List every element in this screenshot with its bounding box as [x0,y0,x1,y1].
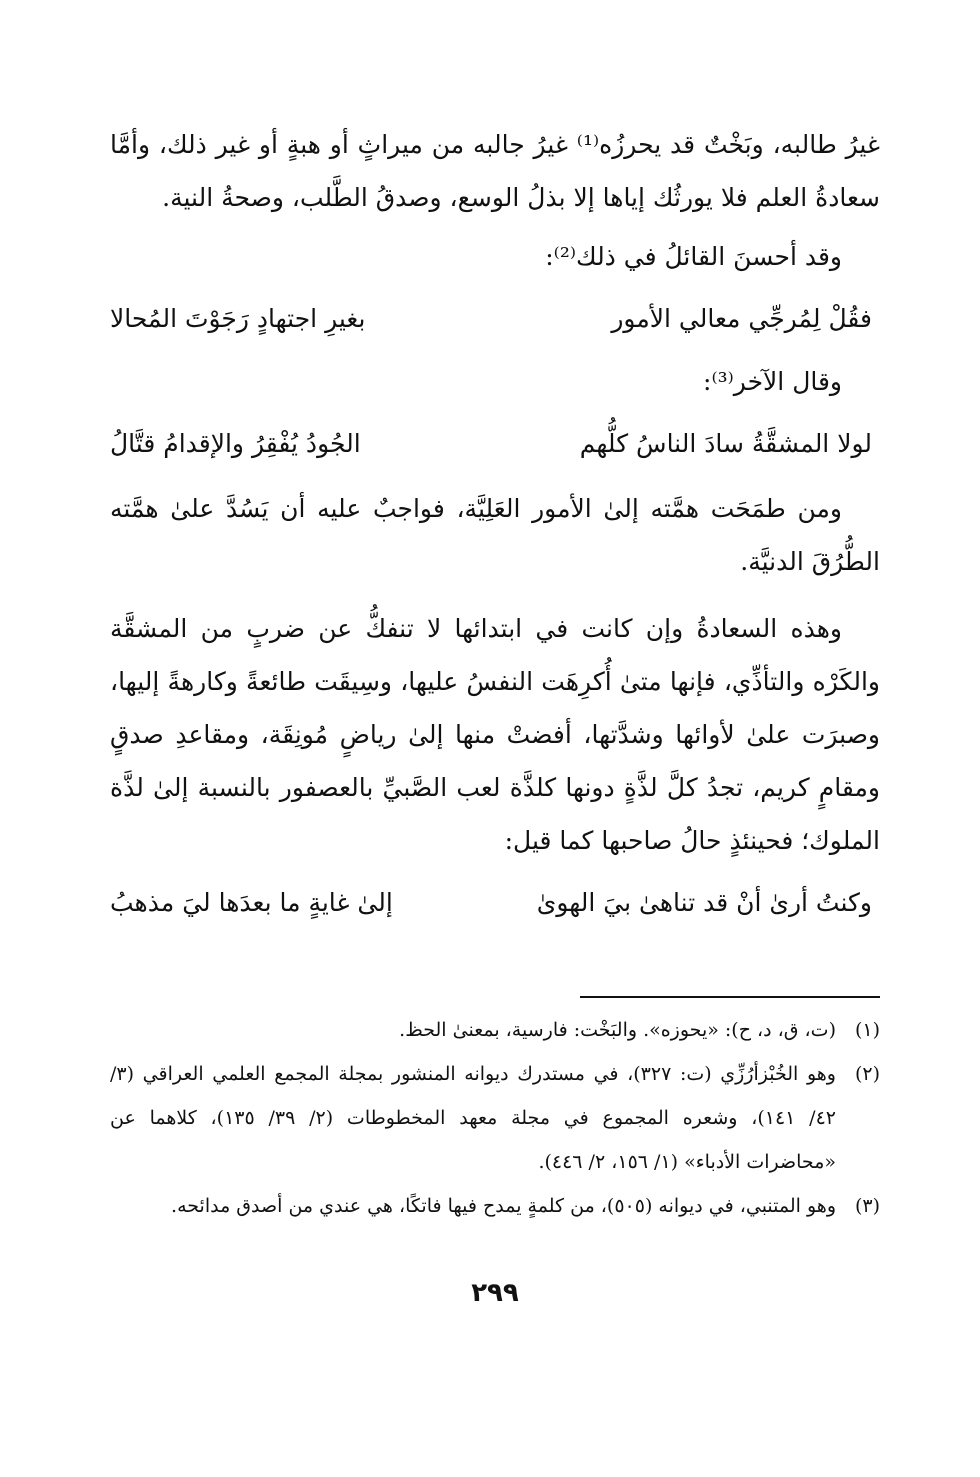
paragraph-2: وقد أحسنَ القائلُ في ذلك⁽²⁾: [545,242,842,271]
footnote-separator [580,996,880,998]
page-content [110,118,880,1308]
page-number: ٢٩٩ [471,1278,519,1308]
verse-3 [110,871,880,935]
verse-2-second-hemistich: الجُودُ يُفْقِرُ والإقدامُ قتَّالُ [110,429,361,458]
footnote-text: وهو الخُبْزأرُزِّي (ت: ٣٢٧)، في مستدرك ديوانه المنشور بمجلة المجمع العلمي العراقي (٣/ ٤٢/ ١٤١)، وشعره المجموع في مجلة معهد المخطوطات (٢/ ٣٩/ ١٣٥)، كلاهما عن «محاضرات الأدباء» (١/ ١٥٦، ٢/ ٤٤٦). [110,1063,836,1173]
footnote-text: (ت، ق، د، ح): «يحوزه». والبَخْت: فارسية، بمعنىٰ الحظ. [399,1019,836,1041]
footnote-1 [110,1008,880,1052]
verse-1 [110,287,880,351]
paragraph-1: غيرُ طالبه، وبَخْتٌ قد يحرزُه⁽¹⁾ غيرُ جالبه من ميراثٍ أو هبةٍ أو غير ذلك، وأمَّا سعادةُ العلم فلا يورثُك إياها إلا بذلُ الوسع، وصدقُ الطَّلب، وصحةُ النية. [110,130,880,212]
verse-3-second-hemistich: إلىٰ غايةٍ ما بعدَها ليَ مذهبُ [110,888,393,917]
footnote-number: (١) [854,1019,880,1041]
verse-2-first-hemistich: لولا المشقَّةُ سادَ الناسُ كلُّهم [579,429,872,458]
verse-1-second-hemistich: بغيرِ اجتهادٍ رَجَوْتَ المُحالا [110,304,366,333]
footnote-text: وهو المتنبي، في ديوانه (٥٠٥)، من كلمةٍ يمدح فيها فاتكًا، هي عندي من أصدق مدائحه. [171,1195,836,1217]
verse-1-first-hemistich: فقُلْ لِمُرجِّي معالي الأمور [611,304,872,333]
footnote-number: (٢) [854,1063,880,1085]
paragraph-4: ومن طمَحَت همَّته إلىٰ الأمور العَلِيَّة، فواجبٌ عليه أن يَسُدَّ علىٰ همَّته الطُّرُقَ الدنيَّة. [110,494,880,576]
verse-3-first-hemistich: وكنتُ أرىٰ أنْ قد تناهىٰ بيَ الهوىٰ [536,888,872,917]
paragraph-5: وهذه السعادةُ وإن كانت في ابتدائها لا تنفكُّ عن ضربٍ من المشقَّة والكَرْه والتأذِّي، فإنها متىٰ أُكرِهَت النفسُ عليها، وسِيقَت طائعةً وكارهةً إليها، وصبرَت علىٰ لأوائها وشدَّتها، أفضتْ منها إلىٰ رياضٍ مُونِقَة، ومقاعدِ صدقٍ ومقامٍ كريم، تجدُ كلَّ لذَّةٍ دونها كلذَّة لعب الصَّبيِّ بالعصفور بالنسبة إلىٰ لذَّة الملوك؛ فحينئذٍ حالُ صاحبها كما قيل: [110,614,880,855]
paragraph-3: وقال الآخر⁽³⁾: [703,367,842,396]
footnote-2 [110,1052,880,1184]
footnote-3 [110,1184,880,1228]
footnote-number: (٣) [854,1195,880,1217]
footnotes [110,1008,880,1228]
verse-2 [110,412,880,476]
